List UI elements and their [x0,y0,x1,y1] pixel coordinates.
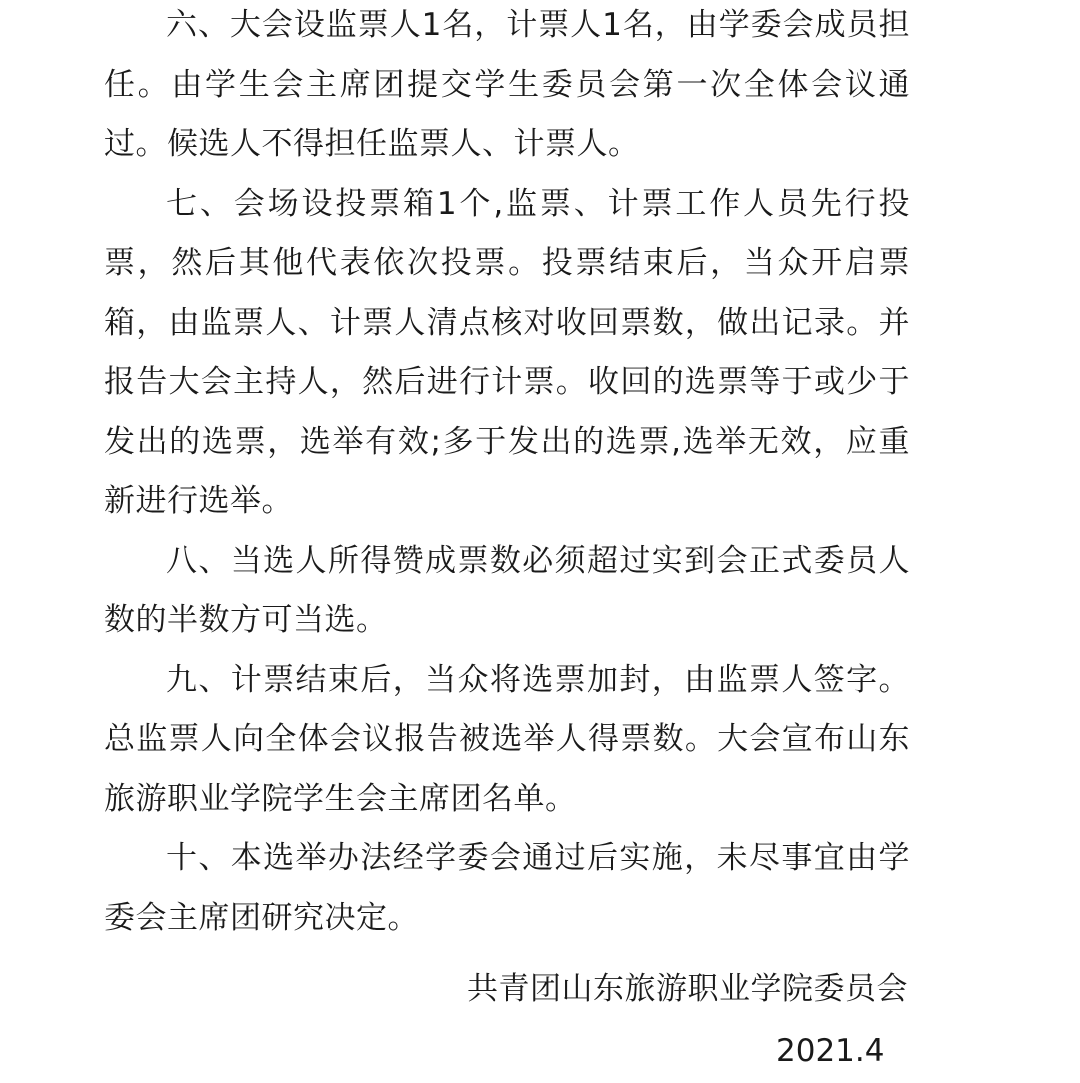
signature-organization: 共青团山东旅游职业学院委员会 [467,971,908,1007]
document-body [104,0,910,948]
paragraph-7: 七、会场设投票箱1个,监票、计票工作人员先行投票，然后其他代表依次投票。投票结束后，当众开启票箱，由监票人、计票人清点核对收回票数，做出记录。并报告大会主持人，然后进行计票。收回的选票等于或少于发出的选票，选举有效;多于发出的选票,选举无效，应重新进行选举。 [104,185,910,519]
paragraph-8: 八、当选人所得赞成票数必须超过实到会正式委员人数的半数方可当选。 [104,542,910,638]
signature-block [467,962,908,1016]
signature-date: 2021.4 [776,1033,885,1069]
paragraph-10: 十、本选举办法经学委会通过后实施，未尽事宜由学委会主席团研究决定。 [104,840,910,936]
paragraph-6: 六、大会设监票人1名，计票人1名，由学委会成员担任。由学生会主席团提交学生委员会第一次全体会议通过。候选人不得担任监票人、计票人。 [104,7,910,162]
paragraph-9: 九、计票结束后，当众将选票加封，由监票人签字。总监票人向全体会议报告被选举人得票数。大会宣布山东旅游职业学院学生会主席团名单。 [104,661,910,817]
